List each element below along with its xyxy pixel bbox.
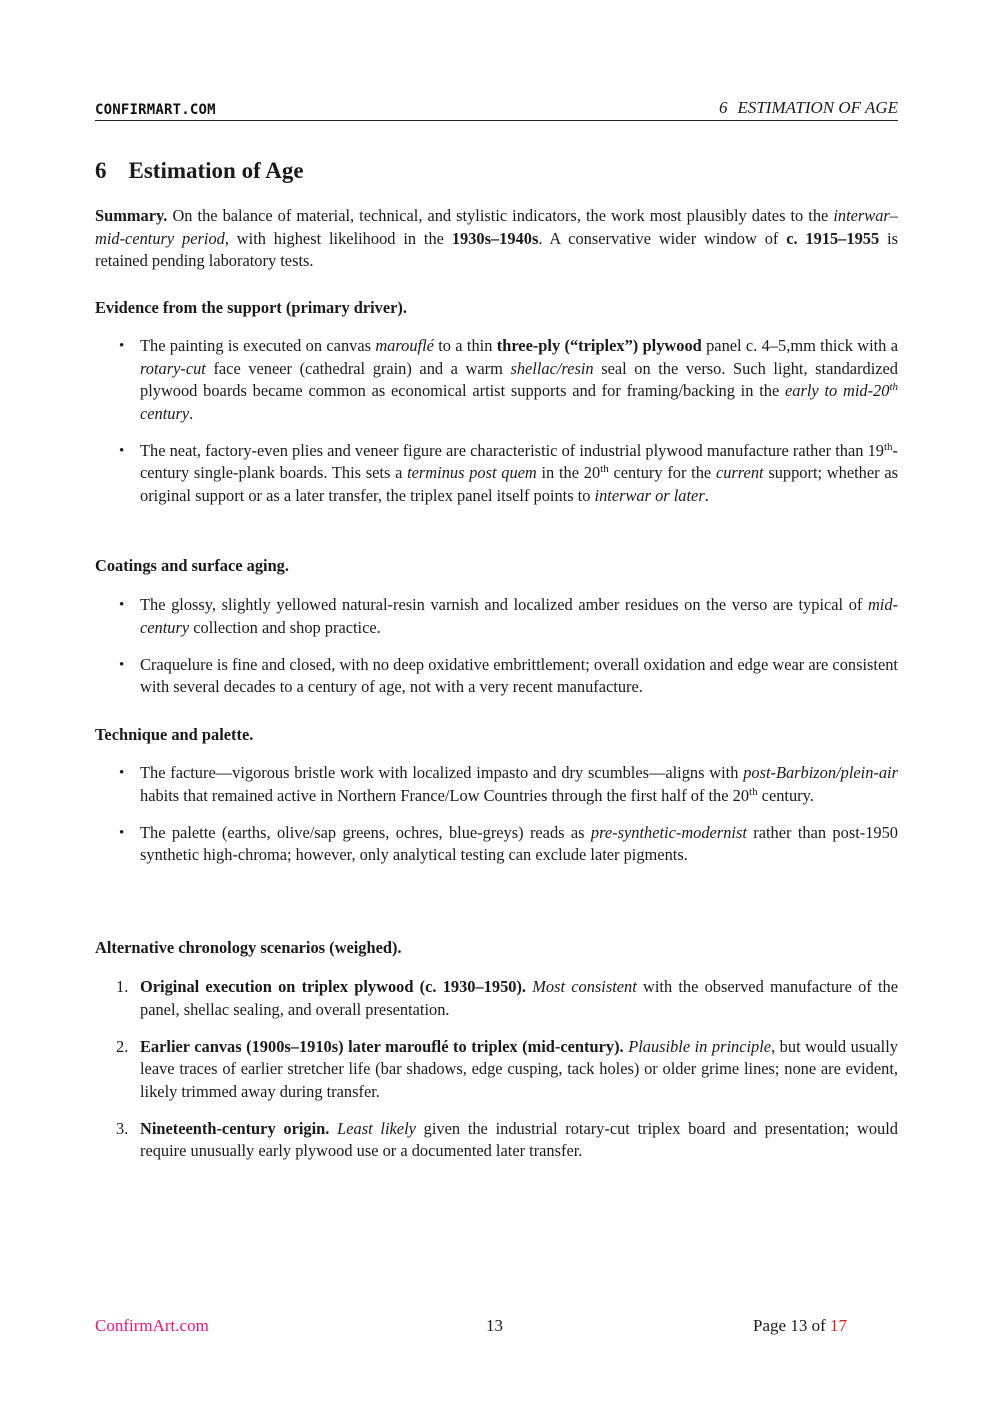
summary-text: . A conservative wider window of (538, 228, 787, 248)
coatings-list (95, 594, 898, 713)
text: panel c. 4–5,mm thick with a (701, 336, 898, 355)
list-item (95, 976, 898, 1021)
text: interwar or later (594, 485, 705, 505)
footer-page-label: Page 13 of (753, 1316, 826, 1335)
coatings-heading: Coatings and surface aging. (95, 556, 289, 575)
alternatives-heading: Alternative chronology scenarios (weighed). (95, 938, 402, 957)
text: . (189, 403, 194, 423)
footer-page-of (753, 1316, 847, 1336)
section-number: 6 (95, 158, 107, 183)
text: given the industrial rotary-cut triplex board and presentation; would require unusually early plywood use or a documented later transfer. (140, 1118, 898, 1160)
list-item (95, 335, 898, 425)
text: habits that remained active in Northern France/Low Countries through the first half of the 20 (140, 785, 750, 805)
confirmart-logo: CONFIRMART.COM (95, 102, 216, 118)
text: th (600, 463, 609, 475)
header-section-number: 6 (718, 98, 728, 117)
text: Craquelure is fine and closed, with no deep oxidative embrittlement; overall oxidation and edge wear are consistent with several decades to a century of age, not with a very recent manufacture. (140, 654, 898, 696)
text: current (715, 463, 764, 482)
text: terminus post quem (407, 463, 537, 482)
text: Most consistent (532, 977, 637, 996)
summary-text: On the balance of material, technical, and stylistic indicators, the work most plausibly dates to the (167, 206, 834, 225)
text: rather than post-1950 synthetic high-chroma; however, only analytical testing can exclude later pigments. (140, 822, 898, 864)
summary-period: interwar–mid-century period (95, 206, 898, 248)
section-title (95, 158, 304, 184)
text: marouflé (375, 336, 434, 355)
list-item (95, 762, 898, 807)
list-item (95, 654, 898, 699)
text: The glossy, slightly yellowed natural-resin varnish and localized amber residues on the verso are typical of (140, 595, 868, 614)
footer-page-number: 13 (486, 1316, 503, 1335)
summary-decades: 1930s–1940s (451, 228, 539, 248)
footer-site-link[interactable]: ConfirmArt.com (95, 1316, 209, 1335)
text: seal on the verso. Such light, standardized plywood boards became common as economical artist supports and for framing/backing in the (140, 358, 898, 400)
text: with the observed manufacture of the panel, shellac sealing, and overall presentation. (140, 977, 899, 1019)
list-item (95, 1036, 898, 1104)
text: collection and shop practice. (189, 617, 381, 637)
text: early to mid-20 (785, 381, 890, 400)
text: Original execution on triplex plywood (c. 1930–1950). (140, 977, 527, 996)
text: th (883, 440, 893, 453)
summary-label: Summary. (95, 206, 168, 225)
technique-list (95, 762, 898, 881)
list-marker: 2. (116, 1036, 129, 1056)
text: rotary-cut (140, 358, 206, 378)
list-item (95, 1118, 898, 1163)
text: support; whether as original support or as a later transfer, the triplex panel itself points to (140, 463, 898, 505)
section-title-text: Estimation of Age (128, 158, 304, 183)
text: to a thin (433, 336, 497, 355)
text: . (704, 485, 709, 505)
header-section-title: ESTIMATION OF AGE (737, 98, 898, 117)
summary-window: c. 1915–1955 (786, 228, 880, 248)
text: pre-synthetic-modernist (590, 822, 747, 842)
text: Earlier canvas (1900s–1910s) later marouflé to triplex (mid-century). (140, 1036, 624, 1056)
list-marker: 3. (116, 1118, 129, 1138)
list-item (95, 822, 898, 867)
text: -century single-plank boards. This sets a (140, 440, 898, 482)
text: Plausible in principle (628, 1036, 772, 1056)
text: The neat, factory-even plies and veneer figure are characteristic of industrial plywood manufacture rather than 19 (140, 440, 884, 460)
summary-paragraph (95, 205, 898, 273)
text: th (749, 785, 758, 798)
footer-total-pages-link[interactable]: 17 (830, 1316, 847, 1335)
list-marker: 1. (116, 977, 129, 996)
support-list (95, 335, 898, 522)
text: shellac/resin (510, 358, 594, 378)
text: The facture—vigorous bristle work with localized impasto and dry scumbles—aligns with (140, 763, 744, 782)
summary-text: is retained pending laboratory tests. (95, 228, 898, 270)
text: Nineteenth-century origin. (140, 1118, 330, 1138)
text: face veneer (cathedral grain) and a warm (205, 358, 511, 378)
list-item (95, 440, 898, 508)
support-heading: Evidence from the support (primary driver). (95, 298, 407, 317)
running-header (95, 99, 898, 121)
text: th (889, 381, 898, 393)
summary-text: , with highest likelihood in the (224, 228, 452, 248)
text: The palette (earths, olive/sap greens, ochres, blue-greys) reads as (140, 822, 591, 842)
text: post-Barbizon/plein-air (743, 763, 898, 782)
text: mid-century (140, 595, 898, 637)
text: three-ply (“triplex”) plywood (496, 336, 702, 355)
technique-heading: Technique and palette. (95, 725, 254, 744)
text: , but would usually leave traces of earlier stretcher life (bar shadows, edge cusping, tack holes) or older grime lines; none are evident, likely trimmed away during transfer. (140, 1036, 898, 1101)
text: century (140, 403, 190, 423)
text: Least likely (337, 1118, 416, 1138)
running-header-section (719, 98, 898, 118)
text: The painting is executed on canvas (140, 336, 376, 355)
text: century for the (608, 463, 716, 482)
text: in the 20 (536, 463, 601, 482)
alternatives-list (95, 976, 898, 1177)
text: century. (757, 785, 814, 805)
list-item (95, 594, 898, 639)
